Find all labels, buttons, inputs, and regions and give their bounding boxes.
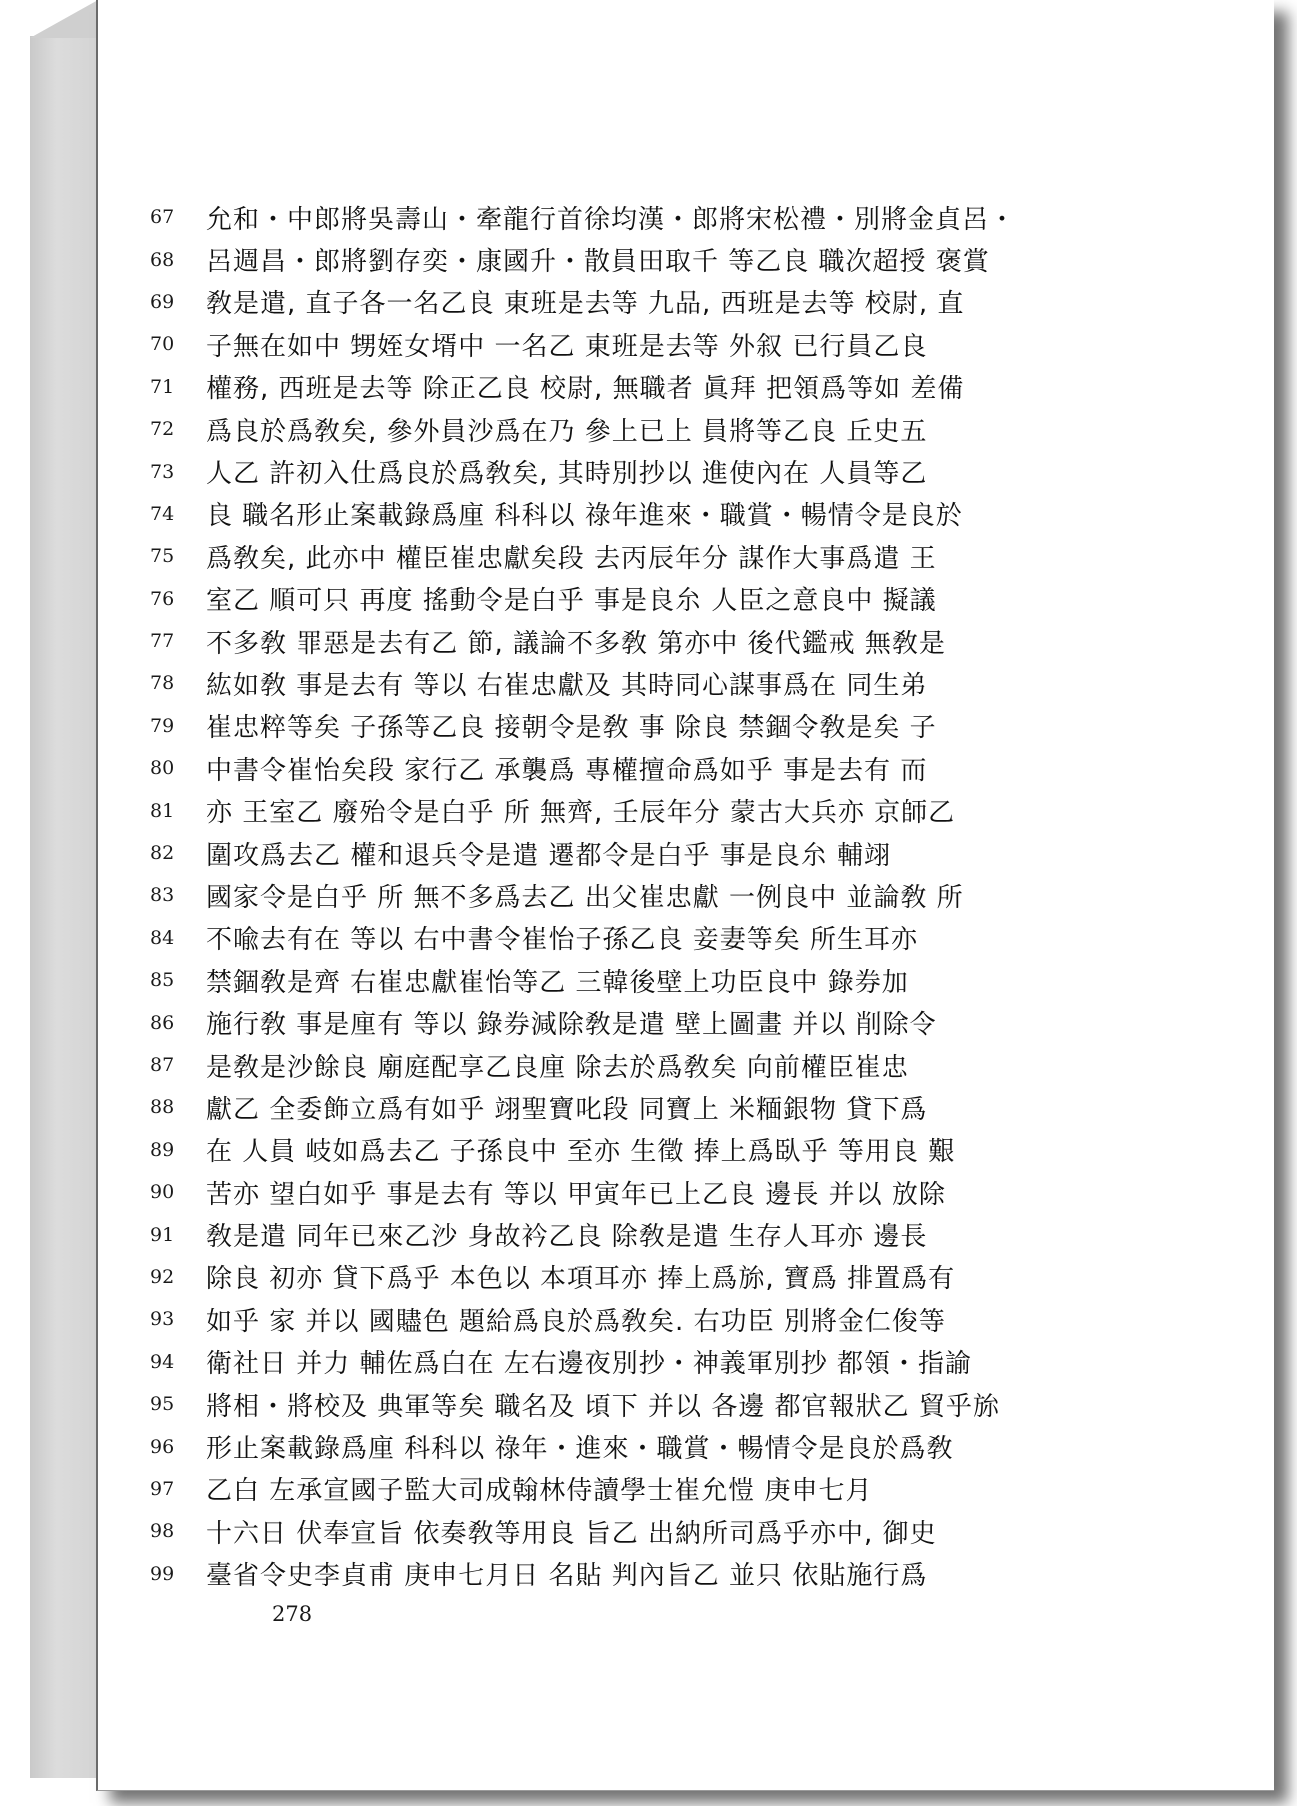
line-number: 75 (150, 545, 175, 568)
line-number: 70 (150, 333, 175, 356)
line-text: 良 職名形止案載錄爲㢆 科科以 祿年進來・職賞・暢情令是良於 (206, 501, 963, 532)
line-text: 崔忠粹等矣 子孫等乙良 接朝令是敎 事 除良 禁錮令敎是矣 子 (206, 713, 937, 744)
text-line (150, 1553, 1090, 1595)
line-text: 圍攻爲去乙 權和退兵令是遣 遷都令是白乎 事是良厼 輔翊 (206, 840, 892, 871)
line-text: 是敎是沙餘良 廟庭配享乙良㢆 除去於爲敎矣 向前權臣崔忠 (206, 1052, 909, 1083)
text-line (150, 789, 1090, 831)
line-text: 國家令是白乎 所 無不多爲去乙 出父崔忠獻 一例良中 並論敎 所 (206, 882, 964, 913)
line-number: 73 (150, 460, 175, 483)
line-text: 敎是遣 同年已來乙沙 身故衿乙良 除敎是遣 生存人耳亦 邊長 (206, 1222, 928, 1253)
line-text: 十六日 伏奉宣旨 依奏敎等用良 旨乙 出納所司爲乎亦中, 御史 (206, 1518, 937, 1549)
text-line (150, 1213, 1090, 1255)
line-number: 95 (150, 1393, 175, 1416)
line-text: 形止案載錄爲㢆 科科以 祿年・進來・職賞・暢情令是良於爲敎 (206, 1434, 954, 1465)
line-number: 71 (150, 375, 175, 398)
line-number: 96 (150, 1435, 175, 1458)
book-spine (30, 36, 96, 1778)
line-number: 99 (150, 1562, 175, 1585)
line-text: 子無在如中 甥姪女壻中 一名乙 東班是去等 外叙 已行員乙良 (206, 331, 928, 362)
line-text: 將相・將校及 典軍等矣 職名及 頃下 并以 各邊 都官報狀乙 貿乎旀 (206, 1391, 1000, 1422)
text-line (150, 196, 1090, 238)
line-number: 80 (150, 757, 175, 780)
text-line (150, 578, 1090, 620)
line-text: 不多敎 罪惡是去有乙 節, 議論不多敎 第亦中 後代鑑戒 無敎是 (206, 628, 946, 659)
line-number: 91 (150, 1223, 175, 1246)
text-line (150, 959, 1090, 1001)
line-text: 呂週昌・郎將劉存奕・康國升・散員田取千 等乙良 職次超授 褒賞 (206, 247, 990, 278)
text-line (150, 535, 1090, 577)
line-number: 81 (150, 799, 175, 822)
page-number: 278 (272, 1602, 313, 1626)
line-number: 90 (150, 1181, 175, 1204)
line-number: 88 (150, 1096, 175, 1119)
line-number: 72 (150, 418, 175, 441)
text-line (150, 620, 1090, 662)
text-line (150, 1044, 1090, 1086)
text-line (150, 874, 1090, 916)
line-text: 權務, 西班是去等 除正乙良 校尉, 無職者 眞拜 把領爲等如 差備 (206, 374, 965, 405)
text-line (150, 1425, 1090, 1467)
text-line (150, 1383, 1090, 1425)
text-line (150, 662, 1090, 704)
line-text: 室乙 順可只 再度 搖動令是白乎 事是良厼 人臣之意良中 擬議 (206, 586, 937, 617)
line-number: 85 (150, 969, 175, 992)
line-text: 紘如敎 事是去有 等以 右崔忠獻及 其時同心謀事爲在 同生弟 (206, 670, 928, 701)
text-block (150, 196, 1090, 1595)
text-line (150, 1510, 1090, 1552)
line-number: 84 (150, 926, 175, 949)
line-text: 獻乙 全委飾立爲有如乎 翊聖寶叱段 同寶上 米糆銀物 貸下爲 (206, 1094, 928, 1125)
text-line (150, 493, 1090, 535)
line-number: 87 (150, 1054, 175, 1076)
text-line (150, 323, 1090, 365)
line-number: 77 (150, 630, 175, 653)
line-number: 82 (150, 842, 175, 865)
line-text: 如乎 家 并以 國贐色 題給爲良於爲敎矣. 右功臣 別將金仁俊等 (206, 1306, 946, 1337)
line-text: 禁錮敎是齊 右崔忠獻崔怡等乙 三韓後壁上功臣良中 錄券加 (206, 967, 909, 998)
line-text: 中書令崔怡矣段 家行乙 承襲爲 專權擅命爲如乎 事是去有 而 (206, 755, 928, 786)
text-line (150, 450, 1090, 492)
line-text: 人乙 許初入仕爲良於爲敎矣, 其時別抄以 進使內在 人員等乙 (206, 459, 928, 490)
line-number: 92 (150, 1265, 175, 1288)
line-text: 衛社日 并力 輔佐爲白在 左右邊夜別抄・神義軍別抄 都領・指諭 (206, 1349, 973, 1380)
line-number: 74 (150, 502, 175, 525)
line-number: 93 (150, 1308, 175, 1331)
line-text: 爲良於爲敎矣, 參外員沙爲在乃 參上已上 員將等乙良 丘史五 (206, 416, 928, 447)
line-number: 78 (150, 672, 175, 695)
book-corner (30, 0, 98, 38)
text-line (150, 238, 1090, 280)
line-number: 89 (150, 1138, 175, 1161)
line-number: 76 (150, 587, 175, 610)
text-line (150, 1298, 1090, 1340)
text-line (150, 705, 1090, 747)
line-number: 97 (150, 1477, 175, 1500)
line-text: 施行敎 事是㢆有 等以 錄券減除敎是遣 壁上圖畫 并以 削除令 (206, 1010, 937, 1041)
line-text: 除良 初亦 貸下爲乎 本色以 本項耳亦 捧上爲旀, 寶爲 排置爲有 (206, 1264, 956, 1295)
text-line (150, 366, 1090, 408)
line-number: 79 (150, 714, 175, 737)
text-line (150, 832, 1090, 874)
text-line (150, 1086, 1090, 1128)
text-line (150, 1256, 1090, 1298)
line-text: 爲敎矣, 此亦中 權臣崔忠獻矣段 去丙辰年分 謀作大事爲遣 王 (206, 543, 937, 574)
text-line (150, 408, 1090, 450)
text-line (150, 281, 1090, 323)
text-line (150, 1468, 1090, 1510)
text-line (150, 747, 1090, 789)
line-text: 苦亦 望白如乎 事是去有 等以 甲寅年已上乙良 邊長 并以 放除 (206, 1179, 946, 1210)
line-number: 67 (150, 206, 175, 229)
line-text: 在 人員 岐如爲去乙 子孫良中 至亦 生徵 捧上爲臥乎 等用良 艱 (206, 1137, 956, 1168)
line-number: 86 (150, 1011, 175, 1034)
text-line (150, 1171, 1090, 1213)
line-number: 98 (150, 1520, 175, 1543)
text-line (150, 1001, 1090, 1043)
text-line (150, 1129, 1090, 1171)
text-line (150, 1341, 1090, 1383)
text-line (150, 917, 1090, 959)
line-number: 68 (150, 248, 175, 271)
line-text: 臺省令史李貞甫 庚申七月日 名貼 判內旨乙 並只 依貼施行爲 (206, 1561, 928, 1592)
line-number: 94 (150, 1350, 175, 1373)
line-text: 允和・中郎將吳壽山・牽龍行首徐均漢・郎將宋松禮・別將金貞呂・ (206, 204, 1017, 235)
line-text: 亦 王室乙 廢殆令是白乎 所 無齊, 壬辰年分 蒙古大兵亦 京師乙 (206, 798, 956, 829)
line-number: 69 (150, 290, 175, 313)
line-text: 敎是遣, 直子各一名乙良 東班是去等 九品, 西班是去等 校尉, 直 (206, 289, 965, 320)
line-text: 乙白 左承宣國子監大司成翰林侍讀學士崔允愷 庚申七月 (206, 1476, 873, 1507)
line-text: 不喩去有在 等以 右中書令崔怡子孫乙良 妾妻等矣 所生耳亦 (206, 925, 919, 956)
line-number: 83 (150, 884, 175, 907)
